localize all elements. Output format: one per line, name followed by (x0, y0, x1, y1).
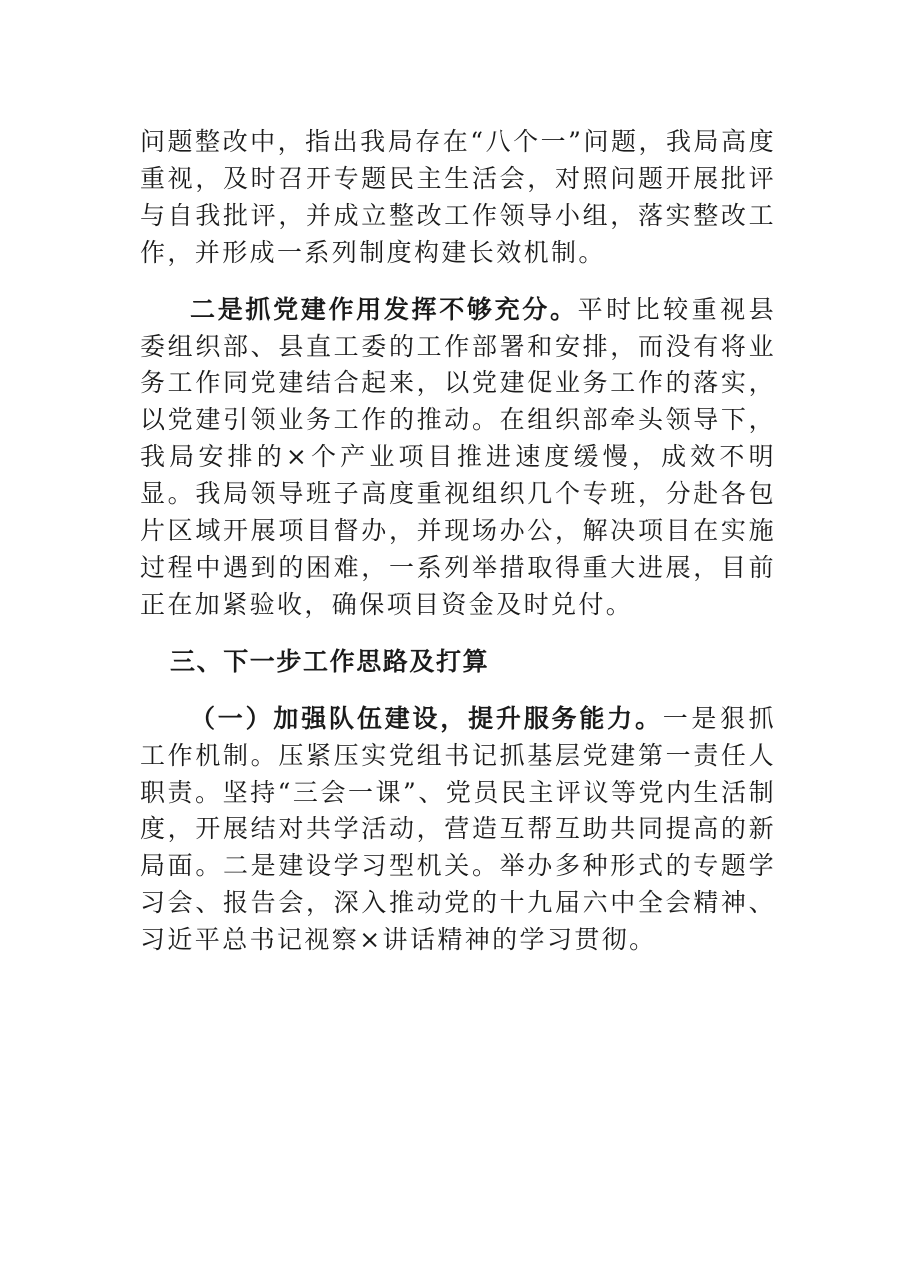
paragraph-lead: 二是抓党建作用发挥不够充分。 (190, 294, 578, 324)
paragraph-text: 平时比较重视县委组织部、县直工委的工作部署和安排，而没有将业务工作同党建结合起来，以党建促业务工作的落实，以党建引领业务工作的推动。在组织部牵头领导下，我局安排的×个产业项目推进速度缓慢，成效不明显。我局领导班子高度重视组织几个专班，分赴各包片区域开展项目督办，并现场办公，解决项目在实施过程中遇到的困难，一系列举措取得重大进展，目前正在加紧验收，确保项目资金及时兑付。 (140, 294, 776, 619)
paragraph-party-building (140, 292, 776, 624)
paragraph-text: 一是狠抓工作机制。压紧压实党组书记抓基层党建第一责任人职责。坚持“三会一课”、党员民主评议等党内生活制度，开展结对共学活动，营造互帮互助共同提高的新局面。二是建设学习型机关。举办多种形式的专题学习会、报告会，深入推动党的十九届六中全会精神、习近平总书记视察×讲话精神的学习贯彻。 (140, 703, 776, 955)
section-heading: 三、下一步工作思路及打算 (170, 646, 490, 676)
document-body (140, 124, 776, 979)
paragraph-team-building (140, 701, 776, 959)
paragraph-rectification (140, 124, 776, 272)
paragraph-text: 问题整改中，指出我局存在“八个一”问题，我局高度重视，及时召开专题民主生活会，对照问题开展批评与自我批评，并成立整改工作领导小组，落实整改工作，并形成一系列制度构建长效机制。 (140, 127, 776, 267)
paragraph-lead: （一）加强队伍建设，提升服务能力。 (190, 703, 663, 733)
